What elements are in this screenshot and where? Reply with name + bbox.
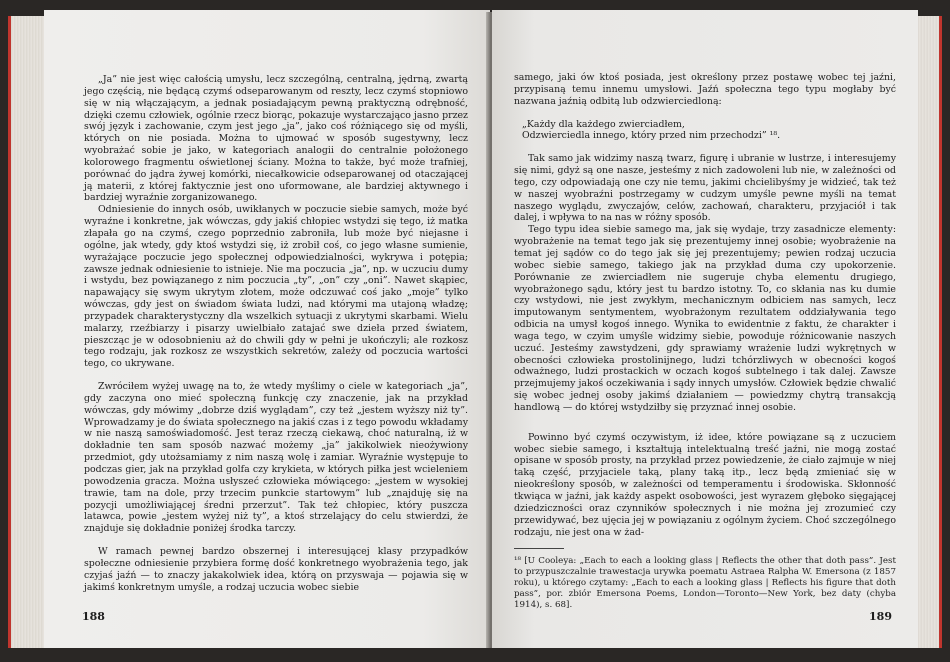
paragraph: Odniesienie do innych osób, uwikłanych w poczucie siebie samych, może być wyraźne i konkretne, jak wówczas, gdy jakiś chłopiec wstydzi się tego, iż matka złapała go na czymś, czego poprzednio zabroniła, lub może być niejasne i ogólne, jak wtedy, gdy ktoś wstydzi się, iż zrobił coś, co jego własne sumienie, wyrażające poczucie jego społecznej odpowiedzialności, wykrywa i potępia; zawsze jednak odniesienie to istnieje. Nie ma poczucia „ja”, np. w uczuciu dumy i wstydu, bez powiązanego z nim poczucia „ty”, „on” czy „oni”. Nawet skąpiec, napawający się swym ukrytym złotem, może odczuwać coś jako „moje” tylko wówczas, gdy jest on świadom świata ludzi, nad którymi ma utajoną władzę; przypadek charakterystyczny dla wszelkich sytuacji z ukrytymi skarbami. Wielu malarzy, rzeźbiarzy i pisarzy uwielbiało zatajać swe dzieła przed światem, pieszcząc je w odosobnieniu aż do chwili gdy w pełni je ukończyli; ale rozkosz tego rodzaju, jak rozkosz ze wszystkich sekretów, zależy od poczucia wartości tego, co ukrywane. <box>84 204 468 370</box>
paragraph: „Ja” nie jest więc całością umysłu, lecz szczególną, centralną, jędrną, zwartą jego częścią, nie będącą czymś odseparowanym od reszty, lecz czymś stopniowo się w nią włączającym, a jednak posiadającym pewną praktyczną odrębność, dzięki czemu człowiek, ogólnie rzecz biorąc, pokazuje wystarczająco jasno przez swój język i zachowanie, czym jest jego „ja”, jako coś różniącego się od myśli, których on nie posiada. Można to ujmować w sposób sugestywny, lecz wyobrażać sobie je jako, w kategoriach analogii do centralnie położonego kolorowego fragmentu oświetlonej ściany. Można to także, być może trafniej, porównać do jądra żywej komórki, niecałkowicie odseparowanej od otaczającej ją materii, z której faktycznie jest ono uformowane, ale bardziej aktywnego i bardziej wyraźnie zorganizowanego. <box>84 74 468 204</box>
quote-line: „Każdy dla każdego zwierciadłem, <box>522 118 685 130</box>
paragraph: W ramach pewnej bardzo obszernej i interesującej klasy przypadków społeczne odniesienie przybiera formę dość konkretnego wyobrażenia tego, jak czyjaś jaźń — to znaczy jakakolwiek idea, którą on przyswaja — pojawia się w jakimś konkretnym umyśle, a rodzaj uczucia wobec siebie <box>84 546 468 593</box>
page-number: 188 <box>82 610 105 623</box>
paragraph: samego, jaki ów ktoś posiada, jest określony przez postawę wobec tej jaźni, przypisaną temu innemu umysłowi. Jaźń społeczna tego typu mogłaby być nazwana jaźnią odbitą lub odzwierciedloną: <box>514 72 896 107</box>
book-spread <box>8 6 942 656</box>
footnote: ¹⁸ [U Cooleya: „Each to each a looking glass | Reflects the other that doth pass”. Jest to przypuszczalnie trawestacja urywka poematu Astraea Ralpha W. Emersona (z 1857 roku), u którego czytamy: „Each to each a looking glass | Reflects his figure that doth pass”, por. zbiór Emersona Poems, London—Toronto—New York, bez daty (chyba 1914), s. 68]. <box>514 556 896 610</box>
footnote-rule <box>514 548 564 549</box>
quote-line: Odzwierciedla innego, który przed nim przechodzi” ¹⁸. <box>522 130 781 142</box>
paragraph: Powinno być czymś oczywistym, iż idee, które powiązane są z uczuciem wobec siebie samego, i kształtują intelektualną treść jaźni, nie mogą zostać opisane w sposób prosty, na przykład przez powiedzenie, że ciało zajmuje w niej taką część, przyjaciele taką, plany taką itp., lecz będą zmieniać się w nieokreślony sposób, w zależności od temperamentu i środowiska. Skłonność tkwiąca w jaźni, jak każdy aspekt osobowości, jest wyrazem głęboko sięgającej dziedziczności oraz czynników społecznych i nie można jej zrozumieć czy przewidywać, bez ujęcia jej w powiązaniu z ogólnym życiem. Choć szczególnego rodzaju, nie jest ona w żad- <box>514 431 896 538</box>
paragraph: Zwróciłem wyżej uwagę na to, że wtedy myślimy o ciele w kategoriach „ja”, gdy zaczyna ono mieć społeczną funkcję czy znaczenie, jak na przykład wówczas, gdy mówimy „dobrze dziś wyglądam”, czy też „jestem wyższy niż ty”. Wprowadzamy je do świata społecznego na jakiś czas i z tego powodu wkładamy w nie naszą samoświadomość. Jest teraz rzeczą ciekawą, choć naturalną, iż w dokładnie ten sam sposób nazwać możemy „ja” jakikolwiek nieożywiony przedmiot, gdy utożsamiamy z nim naszą wolę i zamiar. Wyraźnie występuje to podczas gier, jak na przykład golfa czy krykieta, w których piłka jest wcieleniem powodzenia gracza. Można usłyszeć człowieka mówiącego: „jestem w wysokiej trawie, tam na dole, przy trzecim punkcie startowym” lub „znajduję się na pozycji umożliwiającej średni przerzut”. Tak też chłopiec, który puszcza latawca, powie „jestem wyżej niż ty”, a ktoś strzelający do celu stwierdzi, że znajduje się dokładnie poniżej środka tarczy. <box>84 381 468 535</box>
paragraph: Tak samo jak widzimy naszą twarz, figurę i ubranie w lustrze, i interesujemy się nimi, gdyż są one nasze, jesteśmy z nich zadowoleni lub nie, w zależności od tego, czy odpowiadają one czy nie temu, jakimi chcielibyśmy je widzieć, tak też w naszej wyobraźni postrzegamy w cudzym umyśle pewne myśli na temat naszego wyglądu, zwyczajów, celów, zachowań, charakteru, przyjaciół i tak dalej, i wpływa to na nas w różny sposób. <box>514 153 896 224</box>
right-page <box>492 10 918 648</box>
left-page <box>44 10 490 648</box>
right-page-body <box>514 72 896 538</box>
page-number: 189 <box>869 610 892 623</box>
left-page-body <box>84 74 468 593</box>
paragraph: Tego typu idea siebie samego ma, jak się wydaje, trzy zasadnicze elementy: wyobrażenie na temat tego jak się prezentujemy innej osobie; wyobrażenie na temat jej sądów co do tego jak się jej prezentujemy; pewien rodzaj uczucia wobec siebie samego, takiego jak na przykład duma czy upokorzenie. Porównanie ze zwierciadłem nie sugeruje chyba elementu drugiego, wyobrażonego sądu, który jest tu bardzo istotny. To, co skłania nas ku dumie czy wstydowi, nie jest zwykłym, mechanicznym odbiciem nas samych, lecz imputowanym sentymentem, wyobrażonym rezultatem oddziaływania tego odbicia na umysł kogoś innego. Wynika to ewidentnie z faktu, że charakter i waga tego, w czyim umyśle widzimy siebie, powoduje różnicowanie naszych uczuć. Jesteśmy zawstydzeni, gdy sprawiamy wrażenie ludzi wykrętnych w obecności człowieka prostolinijnego, ludzi tchórzliwych w obecności kogoś odważnego, ludzi prostackich w oczach kogoś subtelnego i tak dalej. Zawsze przejmujemy jakoś oczekiwania i sądy innych umysłów. Człowiek będzie chwalić się wobec jednej osoby jakimś działaniem — powiedzmy chytrą transakcją handlową — do której wstydziłby się przyznać innej osobie. <box>514 224 896 413</box>
